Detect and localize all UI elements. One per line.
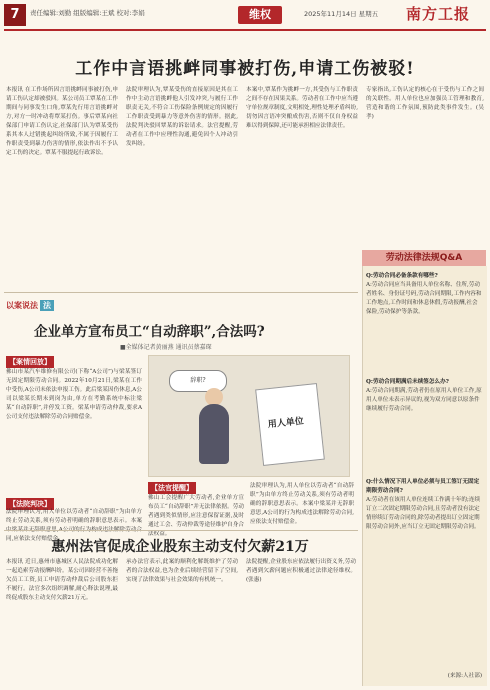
law-text: 法院审理认为,用人单位以劳动者“自动辞职”为由单方终止劳动关系,须有劳动者明确的辞职意思表示。本案 同,应依法支付赔偿金。 [6,509,142,542]
article2-title: 企业单方宣布员工“自动辞职”,合法吗? [34,324,265,340]
person-icon [199,404,229,464]
article3-col2: 承办法官表示,此案的顺利化解既维护了劳动者的合法权益,也为企业后续经营留下了空间,实现了法律效果与社会效果的有机统一。 [126,559,238,583]
illustration-caption: 用人单位 [267,416,305,431]
article3-title: 惠州法官促成企业股东主动支付欠薪21万 [51,539,309,555]
page-number: 7 [4,4,26,26]
sidebar-title: 劳动法律法规Q&A [362,250,486,266]
newspaper-logo: 南方工报 [406,5,471,23]
article1-col2: 法院审理认为,覃某受伤的直接原因是其在工作中主动言语挑衅他人引发冲突,与履行工作职责无关,不符合工伤保险条例规定的因履行工作职责受到暴力等意外伤害的情形。据此,法院判决驳回覃某的诉讼请求。法官提醒,劳动者在工作中应理性沟通,避免因个人冲动引发纠纷。 [126,87,238,147]
qa-answer: A:劳动合同应当具备用人单位名称、住所,劳动者姓名、身份证号码,劳动合同期限,工作内容和工作地点,工作时间和休息休假,劳动报酬,社会保险,劳动保护等条款。 [366,282,482,315]
qa-answer: A:劳动合同期满,劳动者仍在原用人单位工作,原用人单位未表示异议的,视为双方同意以原条件继续履行劳动合同。 [366,388,482,412]
judge-text: 佛山工会提醒广大劳动者,企业单方宣布员工“自动辞职”并无法律依据。劳动者遇到类似情形,应注意保留证据,及时通过工会、劳动仲裁等途径维护自身合法权益。 [148,495,244,537]
qa-answer: A:劳动者在该用人单位连续工作满十年的;连续订立二次固定期限劳动合同,且劳动者没有法定情形续订劳动合同的,除劳动者提出订立固定期限劳动合同外,应当订立无固定期限劳动合同。 [366,497,481,530]
article1-col3: 本案中,覃某作为挑衅一方,其受伤与工作职责之间不存在因果关系。劳动者在工作中应当遵守单位规章制度,文明相处,理性处理矛盾纠纷,切勿因言语冲突酿成伤害,否则不仅自身权益难以得到保障,还可能承担相应法律责任。 [246,87,358,129]
editor-info: 责任编辑:刘勤 组版编辑:王斌 校对:李娟 [30,9,145,17]
qa-item [366,378,482,414]
qa-item [366,478,482,532]
article1-title: 工作中言语挑衅同事被打伤,申请工伤被驳! [75,59,415,79]
qa-source: (来源:人社部) [447,673,482,679]
judge-label: 【法官提醒】 [148,482,196,494]
article1-col1: 本报讯 在工作场所因言语挑衅同事被打伤,申请工伤认定却被驳回。某公司员工覃某在工作期间与同事发生口角,覃某先行用言语挑衅对方,对方一时冲动将覃某打伤。事后覃某向社保部门申请工伤认定,社保部门认为覃某受伤系其本人过错挑起纠纷所致,不属于因履行工作职责受到暴力伤害的情形,依法作出不予认定工伤的决定。覃某不服提起行政诉讼。 [6,87,118,156]
qa-sidebar [362,266,487,686]
issue-date: 2025年11月14日 星期五 [304,10,379,18]
divider [4,292,358,293]
header-rule [4,29,486,31]
case-text: 佛山市某汽车维修有限公司(下称“A公司”)与梁某签订无固定期限劳动合同。2022年10月21日,梁某在工作中受伤,A公司未依法申报工伤。此后梁某因伤休息,A公司以梁某长期未到岗为由,单方在考勤系统中标注梁某“自动辞职”,并停发工资。梁某申请劳动仲裁,要求A公司支付违法解除劳动合同赔偿金。 [6,369,142,420]
article1-col4: 专家指出,工伤认定的核心在于受伤与工作之间的关联性。用人单位也应加强员工管理和教育,营造和谐的工作氛围,预防此类事件发生。(吴孝) [366,87,484,120]
section-tag: 维权 [238,6,282,24]
article3-col3: 法院提醒,企业股东应依法履行出资义务,劳动者遇到欠薪问题应积极通过法律途径维权。(张惠) [246,559,356,583]
page-header [0,0,490,36]
illustration [148,355,350,477]
speech-bubble: 辞职? [169,370,227,392]
document-icon [255,383,325,466]
qa-question: Q:什么情况下用人单位必须与员工签订无固定期限劳动合同? [366,479,480,494]
article2-kicker: 以案说法 法 [6,300,54,311]
divider [4,530,358,531]
qa-question: Q:劳动合同必备条款有哪些? [366,273,438,279]
article2-byline: ■全媒体记者黄丽燕 通讯员蔡嘉琛 [120,344,212,351]
case-label: 【案情回放】 [6,356,54,368]
qa-item [366,272,482,317]
judge-text-cont: 法院审理认为,用人单位以劳动者“自动辞职”为由单方终止劳动关系,须有劳动者明确的辞职意思表示。本案中梁某并无辞职意思,A公司的行为构成违法解除劳动合同,应依法支付赔偿金。 [250,483,354,525]
qa-question: Q:劳动合同期满后未续签怎么办? [366,379,449,385]
article3-col1: 本报讯 近日,惠州市惠城区人民法院成功化解一起追索劳动报酬纠纷。某公司因经营不善拖欠员工工资,员工申请劳动仲裁后公司股东拒不履行。法官多次组织调解,耐心释法说理,最终促成股东主动支付欠薪21万元。 [6,559,118,601]
law-label: 【法院判决】 [6,498,54,510]
